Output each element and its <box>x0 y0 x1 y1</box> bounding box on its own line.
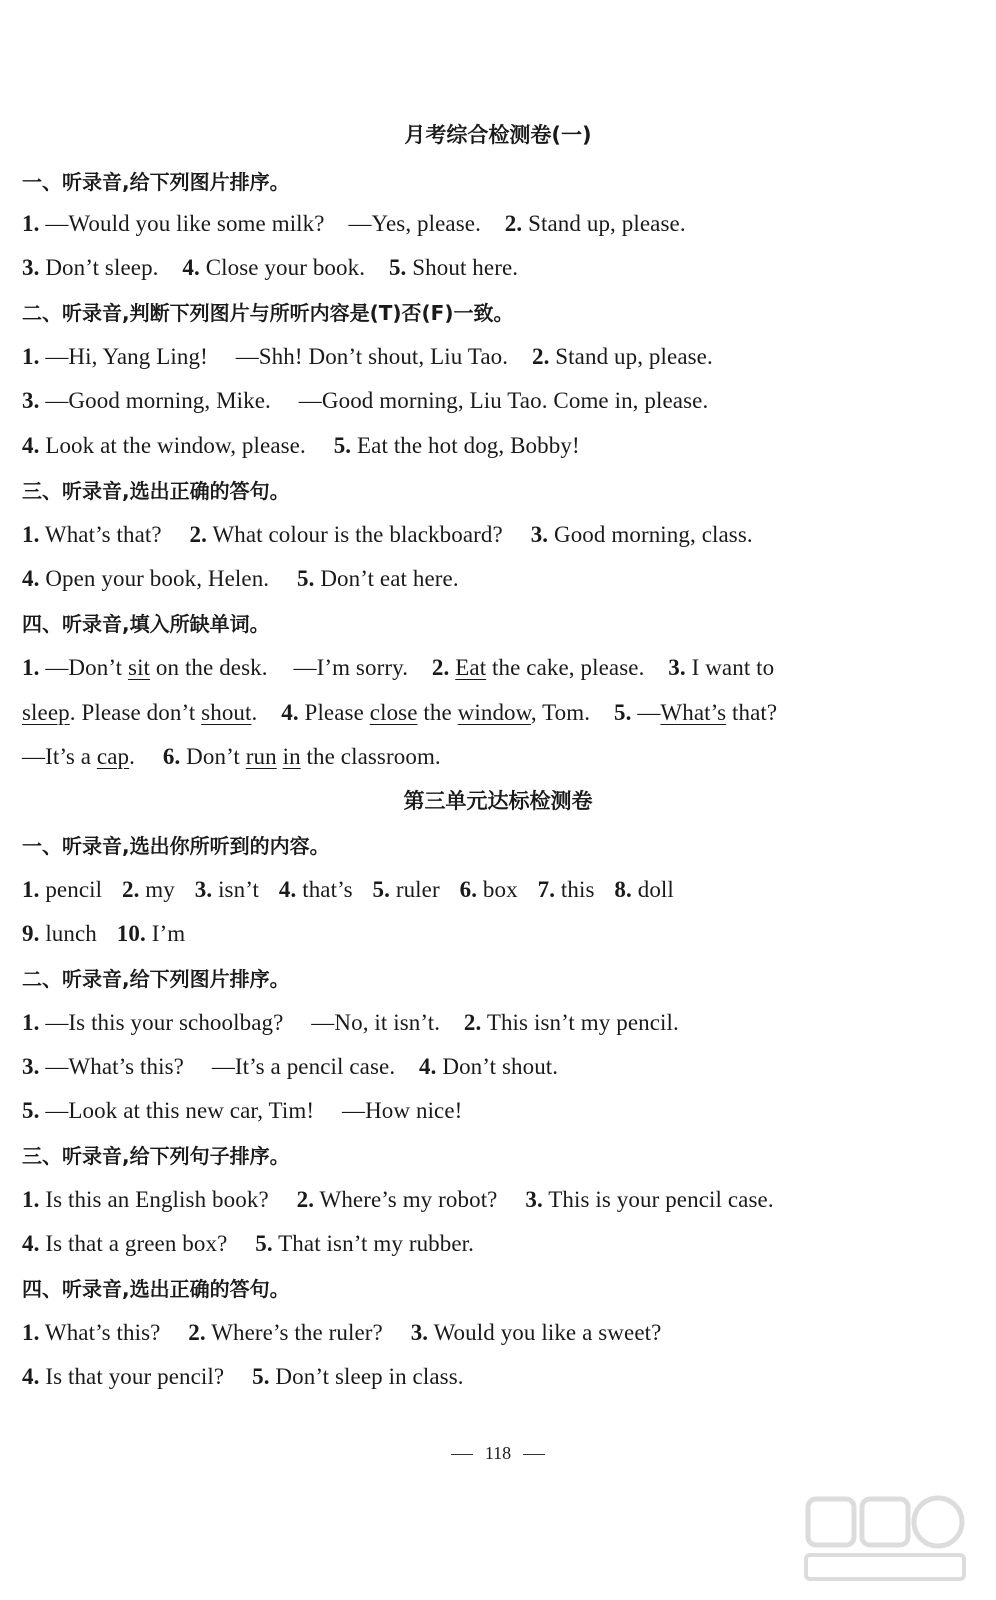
filled-word: Eat <box>455 655 487 680</box>
item-number: 2. <box>189 522 207 547</box>
item-number: 5. <box>388 255 407 280</box>
filled-word: sleep <box>22 700 70 725</box>
answer-text: isn’t <box>218 877 260 902</box>
answer-text: Don’t sleep in class. <box>275 1364 464 1389</box>
item-number: 1. <box>22 655 40 680</box>
answer-text: Stand up, please. <box>555 344 713 369</box>
answer-text: Is that your pencil? <box>45 1364 225 1389</box>
page-number <box>0 1440 996 1466</box>
answer-line <box>22 1185 972 1215</box>
answer-text: Is that a green box? <box>45 1231 228 1256</box>
part-heading-1: 一、听录音,选出你所听到的内容。 <box>22 834 330 858</box>
filled-word: in <box>282 744 301 769</box>
page-number-dash-right <box>523 1454 545 1455</box>
answer-text: —Yes, please. <box>348 211 481 236</box>
item-number: 1. <box>22 1187 40 1212</box>
item-number: 10. <box>116 921 146 946</box>
section-title-monthly-test: 月考综合检测卷(一) <box>404 123 592 147</box>
answer-line <box>22 653 972 683</box>
answer-line <box>22 1008 972 1038</box>
answer-text: I want to <box>691 655 775 680</box>
item-number: 4. <box>22 1231 40 1256</box>
answer-text: Stand up, please. <box>528 211 686 236</box>
answer-line <box>22 1318 972 1348</box>
item-number: 8. <box>614 877 632 902</box>
item-number: 3. <box>530 522 549 547</box>
answer-text: —It’s a pencil case. <box>211 1054 396 1079</box>
answer-line <box>22 1362 972 1392</box>
answer-line <box>22 919 972 949</box>
answer-text: What’s that? <box>44 522 162 547</box>
item-number: 1. <box>22 1010 40 1035</box>
item-number: 3. <box>22 1054 40 1079</box>
item-number: 4. <box>419 1054 437 1079</box>
item-number: 4. <box>22 433 40 458</box>
answer-text: this <box>560 877 595 902</box>
answer-text: Don’t shout. <box>442 1054 559 1079</box>
answer-text: the cake, please. <box>486 655 645 680</box>
answer-text: pencil <box>45 877 103 902</box>
item-number: 1. <box>22 344 40 369</box>
item-number: 4. <box>278 877 297 902</box>
answer-text: —It’s a <box>22 744 97 769</box>
answer-text: Shout here. <box>412 255 519 280</box>
item-number: 3. <box>525 1187 543 1212</box>
item-number: 5. <box>252 1364 270 1389</box>
part-heading-2: 二、听录音,给下列图片排序。 <box>22 967 290 991</box>
item-number: 5. <box>372 877 390 902</box>
item-number: 1. <box>22 877 40 902</box>
answer-text: doll <box>637 877 674 902</box>
answer-text: Look at the window, please. <box>45 433 306 458</box>
answer-line <box>22 742 972 772</box>
answer-text: my <box>145 877 175 902</box>
filled-word: What’s <box>660 700 727 725</box>
answer-text: Don’t eat here. <box>320 566 459 591</box>
filled-word: shout <box>201 700 252 725</box>
item-number: 4. <box>22 566 40 591</box>
answer-text: — <box>637 700 661 725</box>
watermark-logo-icon <box>800 1491 970 1586</box>
answer-text: the <box>417 700 458 725</box>
answer-text: Open your book, Helen. <box>45 566 270 591</box>
answer-text: . <box>251 700 258 725</box>
answer-line <box>22 253 972 283</box>
item-number: 3. <box>410 1320 429 1345</box>
answer-line <box>22 1229 972 1259</box>
item-number: 7. <box>537 877 556 902</box>
answer-line <box>22 386 972 416</box>
answer-text: I’m <box>151 921 186 946</box>
answer-text: . Please don’t <box>69 700 202 725</box>
part-heading-2: 二、听录音,判断下列图片与所听内容是(T)否(F)一致。 <box>22 301 514 325</box>
item-number: 1. <box>22 1320 40 1345</box>
item-number: 3. <box>668 655 686 680</box>
answer-text: the classroom. <box>300 744 441 769</box>
part-heading-4: 四、听录音,选出正确的答句。 <box>22 1277 290 1301</box>
answer-text: What’s this? <box>44 1320 161 1345</box>
answer-text: ruler <box>395 877 440 902</box>
filled-word: run <box>245 744 277 769</box>
item-number: 5. <box>255 1231 273 1256</box>
part-heading-4: 四、听录音,填入所缺单词。 <box>22 612 270 636</box>
answer-text: —Good morning, Mike. <box>45 388 271 413</box>
answer-line <box>22 1096 972 1126</box>
answer-text: This isn’t my pencil. <box>486 1010 679 1035</box>
item-number: 4. <box>182 255 200 280</box>
answer-text: Where’s my robot? <box>319 1187 498 1212</box>
item-number: 4. <box>281 700 299 725</box>
item-number: 2. <box>531 344 550 369</box>
answer-text: Where’s the ruler? <box>211 1320 383 1345</box>
answer-text: —What’s this? <box>45 1054 184 1079</box>
item-number: 5. <box>297 566 315 591</box>
answer-text: that’s <box>302 877 353 902</box>
answer-text: —Is this your schoolbag? <box>45 1010 284 1035</box>
item-number: 2. <box>296 1187 315 1212</box>
answer-text: —Look at this new car, Tim! <box>45 1098 315 1123</box>
answer-text: box <box>482 877 518 902</box>
filled-word: sit <box>128 655 151 680</box>
item-number: 3. <box>22 255 40 280</box>
answer-text: —Good morning, Liu Tao. Come in, please. <box>298 388 709 413</box>
page-number-text: 118 <box>484 1443 512 1463</box>
answer-text: That isn’t my rubber. <box>278 1231 475 1256</box>
answer-text: Please <box>304 700 370 725</box>
answer-text: that? <box>726 700 778 725</box>
answer-text: This is your pencil case. <box>548 1187 774 1212</box>
answer-line <box>22 342 972 372</box>
part-heading-1: 一、听录音,给下列图片排序。 <box>22 170 290 194</box>
item-number: 2. <box>121 877 140 902</box>
item-number: 3. <box>22 388 40 413</box>
answer-line <box>22 1052 972 1082</box>
item-number: 6. <box>459 877 478 902</box>
answer-text: —Don’t <box>45 655 129 680</box>
answer-text: —Hi, Yang Ling! <box>45 344 208 369</box>
answer-text: , Tom. <box>530 700 591 725</box>
filled-word: window <box>457 700 531 725</box>
answer-line <box>22 431 972 461</box>
section-title-unit-test: 第三单元达标检测卷 <box>403 789 593 813</box>
answer-text: Good morning, class. <box>554 522 753 547</box>
answer-text: . <box>129 744 135 769</box>
item-number: 1. <box>22 522 40 547</box>
answer-text: on the desk. <box>150 655 268 680</box>
answer-text: Don’t sleep. <box>45 255 159 280</box>
item-number: 5. <box>614 700 632 725</box>
item-number: 5. <box>22 1098 40 1123</box>
answer-line <box>22 209 972 239</box>
item-number: 2. <box>188 1320 206 1345</box>
part-heading-3: 三、听录音,选出正确的答句。 <box>22 479 290 503</box>
item-number: 5. <box>333 433 352 458</box>
item-number: 2. <box>504 211 523 236</box>
answer-line <box>22 564 972 594</box>
filled-word: close <box>369 700 418 725</box>
item-number: 2. <box>463 1010 482 1035</box>
answer-text: —No, it isn’t. <box>311 1010 441 1035</box>
item-number: 9. <box>22 921 40 946</box>
part-heading-3: 三、听录音,给下列句子排序。 <box>22 1144 290 1168</box>
item-number: 6. <box>162 744 181 769</box>
answer-text: What colour is the blackboard? <box>212 522 503 547</box>
answer-text: Eat the hot dog, Bobby! <box>357 433 580 458</box>
answer-text: Would you like a sweet? <box>433 1320 662 1345</box>
answer-text: Is this an English book? <box>45 1187 269 1212</box>
item-number: 1. <box>22 211 40 236</box>
item-number: 2. <box>431 655 450 680</box>
answer-text: Don’t <box>186 744 246 769</box>
filled-word: cap <box>96 744 130 769</box>
answer-text: —How nice! <box>342 1098 463 1123</box>
item-number: 4. <box>22 1364 40 1389</box>
item-number: 3. <box>194 877 213 902</box>
answer-line <box>22 520 972 550</box>
page-number-dash-left <box>451 1454 473 1455</box>
answer-line <box>22 698 972 728</box>
answer-text: lunch <box>45 921 97 946</box>
answer-text: Close your book. <box>205 255 366 280</box>
answer-line <box>22 875 972 905</box>
answer-text: —I’m sorry. <box>293 655 409 680</box>
answer-text: —Would you like some milk? <box>45 211 325 236</box>
answer-text: —Shh! Don’t shout, Liu Tao. <box>235 344 509 369</box>
